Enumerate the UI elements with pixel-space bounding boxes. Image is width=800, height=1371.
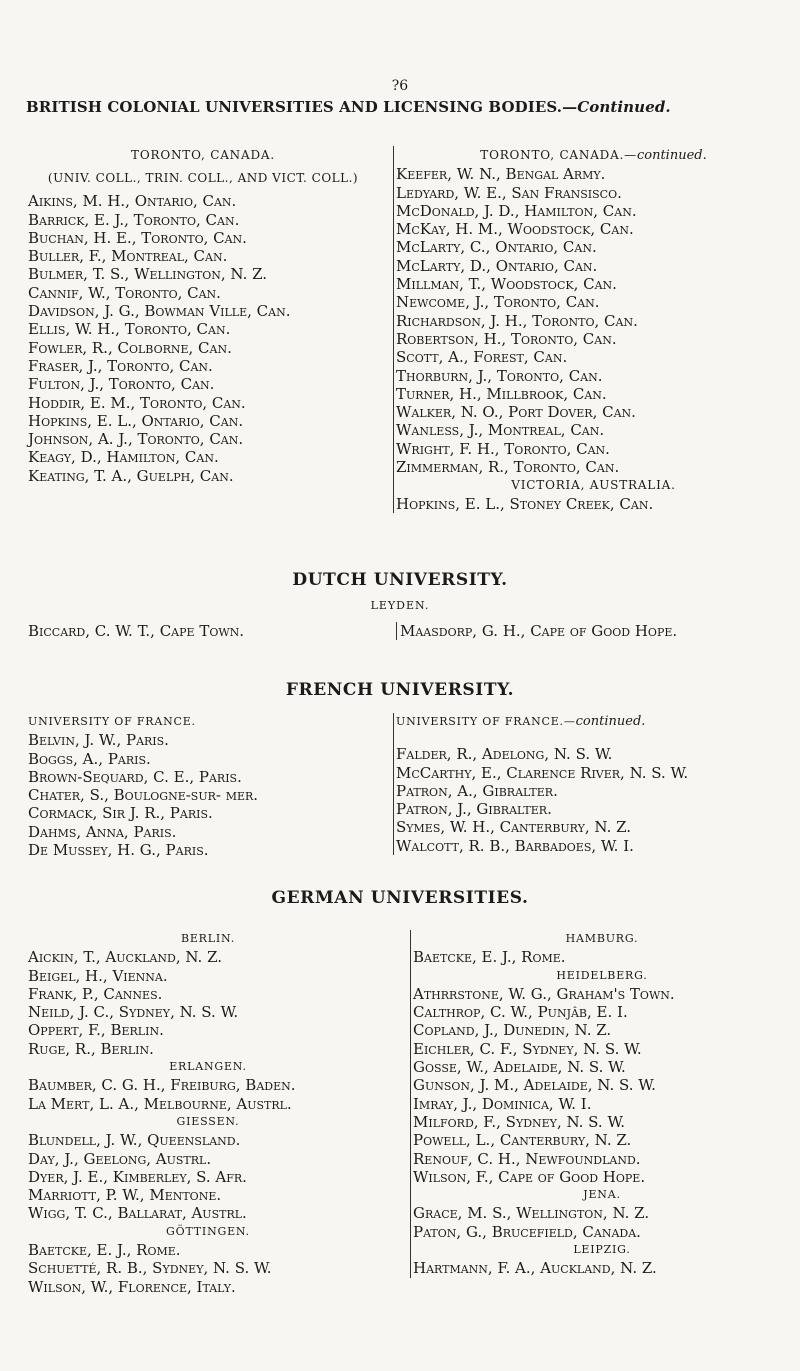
france-right-list <box>396 745 791 855</box>
list-item: De Mussey, H. G., Paris. <box>28 841 209 860</box>
list-item: Barrick, E. J., Toronto, Can. <box>28 210 240 229</box>
french-right-column <box>393 713 791 855</box>
list-item: Fulton, J., Toronto, Can. <box>28 375 215 394</box>
list-item: Millman, T., Woodstock, Can. <box>396 275 617 294</box>
list-item: Scott, A., Forest, Can. <box>396 348 568 367</box>
dutch-entry-left: Biccard, C. W. T., Cape Town. <box>28 622 245 640</box>
list-item: Richardson, J. H., Toronto, Can. <box>396 311 638 330</box>
victoria-list <box>396 495 791 513</box>
list-item: Copland, J., Dunedin, N. Z. <box>413 1021 612 1040</box>
list-item: Blundell, J. W., Queensland. <box>28 1131 241 1150</box>
toronto-right-list <box>396 165 791 476</box>
list-item: Wigg, T. C., Ballarat, Austrl. <box>28 1204 247 1223</box>
list-item: Beigel, H., Vienna. <box>28 966 168 985</box>
list-item: Zimmerman, R., Toronto, Can. <box>396 458 620 477</box>
german-title: GERMAN UNIVERSITIES. <box>271 888 529 908</box>
list-item: Patron, J., Gibralter. <box>396 800 552 819</box>
victoria-heading: VICTORIA, AUSTRALIA. <box>511 478 676 493</box>
list-item: Day, J., Geelong, Austrl. <box>28 1149 212 1168</box>
city-heading: ERLANGEN. <box>169 1060 247 1074</box>
list-item: Chater, S., Boulogne-sur- mer. <box>28 786 259 805</box>
list-item: Gunson, J. M., Adelaide, N. S. W. <box>413 1076 656 1095</box>
list-item: Brown-Sequard, C. E., Paris. <box>28 767 242 786</box>
list-item: Patron, A., Gibralter. <box>396 781 558 800</box>
france-continued-heading-cont: continued. <box>575 714 646 729</box>
dutch-entry-right: Maasdorp, G. H., Cape of Good Hope. <box>396 622 677 640</box>
list-item: Keagy, D., Hamilton, Can. <box>28 448 219 467</box>
list-item: Boggs, A., Paris. <box>28 749 151 768</box>
toronto-continued-heading-cont: continued. <box>636 148 707 163</box>
running-head-title: BRITISH COLONIAL UNIVERSITIES AND LICENSING BODIES.— <box>26 98 578 116</box>
list-item: Schuetté, R. B., Sydney, N. S. W. <box>28 1259 272 1278</box>
list-item: Grace, M. S., Wellington, N. Z. <box>413 1204 650 1223</box>
list-item: Falder, R., Adelong, N. S. W. <box>396 745 613 764</box>
list-item: Frank, P., Cannes. <box>28 984 163 1003</box>
city-heading: GÖTTINGEN. <box>166 1224 250 1238</box>
list-item: Baetcke, E. J., Rome. <box>28 1241 181 1260</box>
list-item: Athrrstone, W. G., Graham's Town. <box>413 984 675 1003</box>
list-item: McDonald, J. D., Hamilton, Can. <box>396 201 637 220</box>
french-left-column <box>28 713 378 859</box>
list-item: Johnson, A. J., Toronto, Can. <box>28 430 244 449</box>
city-heading: BERLIN. <box>180 932 236 945</box>
list-item: Renouf, C. H., Newfoundland. <box>413 1149 641 1168</box>
list-item: Cormack, Sir J. R., Paris. <box>28 804 213 823</box>
france-left-list <box>28 731 378 859</box>
list-item: Walker, N. O., Port Dover, Can. <box>396 403 636 422</box>
list-item: Aickin, T., Auckland, N. Z. <box>28 948 223 967</box>
list-item: Belvin, J. W., Paris. <box>28 731 169 750</box>
france-continued-heading <box>396 713 791 731</box>
france-continued-heading-text: UNIVERSITY OF FRANCE.— <box>396 715 576 728</box>
list-item: Wanless, J., Montreal, Can. <box>396 421 605 440</box>
list-item: Newcome, J., Toronto, Can. <box>396 293 600 312</box>
toronto-right-column <box>393 146 791 513</box>
list-item: Baetcke, E. J., Rome. <box>413 948 566 967</box>
list-item: Fraser, J., Toronto, Can. <box>28 356 213 375</box>
french-title: FRENCH UNIVERSITY. <box>285 680 515 700</box>
city-heading: JENA. <box>583 1188 621 1202</box>
list-item: Oppert, F., Berlin. <box>28 1021 164 1040</box>
list-item: McLarty, C., Ontario, Can. <box>396 238 597 257</box>
list-item: Ellis, W. H., Toronto, Can. <box>28 320 231 339</box>
toronto-heading: TORONTO, CANADA. <box>131 148 275 162</box>
list-item: Wright, F. H., Toronto, Can. <box>396 439 610 458</box>
list-item: Keating, T. A., Guelph, Can. <box>28 466 234 485</box>
list-item: McKay, H. M., Woodstock, Can. <box>396 220 634 239</box>
toronto-left-list <box>28 192 378 485</box>
list-item: Thorburn, J., Toronto, Can. <box>396 366 603 385</box>
list-item: Buchan, H. E., Toronto, Can. <box>28 228 247 247</box>
toronto-colleges: (UNIV. COLL., TRIN. COLL., AND VICT. COLL.) <box>47 171 359 186</box>
list-item: Wilson, F., Cape of Good Hope. <box>413 1167 646 1186</box>
france-heading: UNIVERSITY OF FRANCE. <box>28 715 196 728</box>
dutch-subtitle: LEYDEN. <box>370 599 430 612</box>
list-item: Imray, J., Dominica, W. I. <box>413 1094 592 1113</box>
list-item: Turner, H., Millbrook, Can. <box>396 384 607 403</box>
list-item: Neild, J. C., Sydney, N. S. W. <box>28 1003 239 1022</box>
list-item: McCarthy, E., Clarence River, N. S. W. <box>396 763 689 782</box>
list-item: Hartmann, F. A., Auckland, N. Z. <box>413 1259 657 1278</box>
list-item: Walcott, R. B., Barbadoes, W. I. <box>396 836 634 855</box>
city-heading: HAMBURG. <box>565 932 639 945</box>
list-item: Powell, L., Canterbury, N. Z. <box>413 1131 632 1150</box>
list-item: Hopkins, E. L., Ontario, Can. <box>28 411 244 430</box>
list-item: Calthrop, C. W., Punjâb, E. I. <box>413 1003 628 1022</box>
list-item: La Mert, L. A., Melbourne, Austrl. <box>28 1094 292 1113</box>
toronto-continued-heading-text: TORONTO, CANADA.— <box>480 148 637 162</box>
list-item: Bulmer, T. S., Wellington, N. Z. <box>28 265 268 284</box>
dutch-entries <box>28 622 788 640</box>
list-item: Hopkins, E. L., Stoney Creek, Can. <box>396 494 654 513</box>
list-item: Robertson, H., Toronto, Can. <box>396 329 617 348</box>
list-item: McLarty, D., Ontario, Can. <box>396 256 598 275</box>
list-item: Ruge, R., Berlin. <box>28 1039 154 1058</box>
city-heading: LEIPZIG. <box>573 1243 631 1257</box>
list-item: Milford, F., Sydney, N. S. W. <box>413 1112 626 1131</box>
list-item: Keefer, W. N., Bengal Army. <box>396 165 606 184</box>
list-item: Wilson, W., Florence, Italy. <box>28 1277 236 1296</box>
toronto-left-column <box>28 146 378 485</box>
list-item: Eichler, C. F., Sydney, N. S. W. <box>413 1039 642 1058</box>
german-right-column <box>410 930 791 1278</box>
list-item: Fowler, R., Colborne, Can. <box>28 338 232 357</box>
list-item: Aikins, M. H., Ontario, Can. <box>28 192 237 211</box>
list-item: Gosse, W., Adelaide, N. S. W. <box>413 1058 626 1077</box>
list-item: Hoddir, E. M., Toronto, Can. <box>28 393 246 412</box>
list-item: Baumber, C. G. H., Freiburg, Baden. <box>28 1076 296 1095</box>
list-item: Cannif, W., Toronto, Can. <box>28 283 221 302</box>
list-item: Dyer, J. E., Kimberley, S. Afr. <box>28 1167 247 1186</box>
running-head-continued: Continued. <box>577 98 671 116</box>
city-heading: GIESSEN. <box>176 1114 240 1128</box>
list-item: Buller, F., Montreal, Can. <box>28 247 228 266</box>
list-item: Davidson, J. G., Bowman Ville, Can. <box>28 302 291 321</box>
running-head <box>26 98 786 116</box>
page-number: ?6 <box>391 78 409 94</box>
german-left-column <box>28 930 388 1296</box>
list-item: Marriott, P. W., Mentone. <box>28 1186 222 1205</box>
list-item: Paton, G., Brucefield, Canada. <box>413 1222 641 1241</box>
list-item: Symes, W. H., Canterbury, N. Z. <box>396 818 632 837</box>
list-item: Ledyard, W. E., San Fransisco. <box>396 183 622 202</box>
toronto-continued-heading <box>396 146 791 165</box>
list-item: Dahms, Anna, Paris. <box>28 822 177 841</box>
city-heading: HEIDELBERG. <box>556 968 648 982</box>
dutch-title: DUTCH UNIVERSITY. <box>292 570 508 590</box>
